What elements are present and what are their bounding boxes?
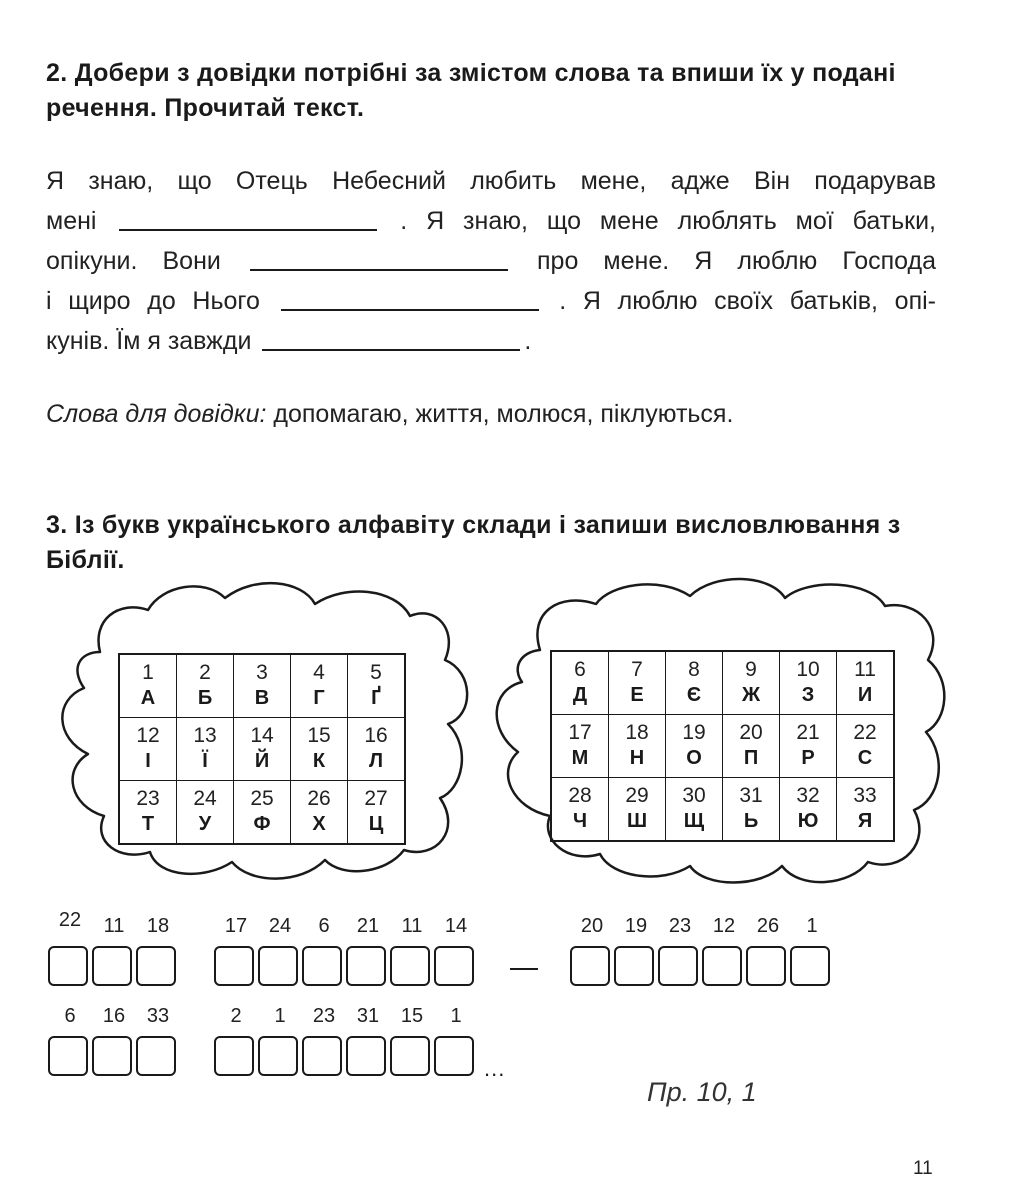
letter-number: 14 bbox=[250, 724, 274, 747]
letter-number: 33 bbox=[853, 784, 877, 807]
letter-number: 25 bbox=[250, 787, 274, 810]
letter-cell bbox=[348, 718, 406, 781]
grid-row bbox=[551, 715, 894, 778]
letter-char: Ф bbox=[253, 813, 271, 835]
letter-answer-box[interactable] bbox=[48, 1036, 88, 1076]
letter-cell bbox=[837, 715, 895, 778]
letter-cell bbox=[348, 781, 406, 845]
letter-answer-box[interactable] bbox=[302, 1036, 342, 1076]
letter-answer-box[interactable] bbox=[790, 946, 830, 986]
letter-char: Ґ bbox=[371, 687, 381, 709]
task-2-text bbox=[46, 161, 936, 361]
text-fragment: опікуни. Вони bbox=[46, 247, 221, 275]
letter-char: К bbox=[312, 750, 326, 772]
letter-number: 21 bbox=[796, 721, 820, 744]
letter-char: З bbox=[801, 684, 815, 706]
text-line bbox=[46, 281, 936, 321]
grid-row bbox=[119, 654, 405, 718]
letter-code: 17 bbox=[224, 915, 248, 937]
letter-answer-box[interactable] bbox=[390, 946, 430, 986]
letter-code: 1 bbox=[806, 915, 818, 937]
text-line bbox=[46, 321, 936, 361]
letter-char: Й bbox=[254, 750, 270, 772]
bible-citation: Пр. 10, 1 bbox=[647, 1077, 757, 1107]
letter-cell bbox=[234, 781, 291, 845]
letter-code: 19 bbox=[624, 915, 648, 937]
letter-answer-box[interactable] bbox=[214, 946, 254, 986]
dash-separator bbox=[510, 968, 538, 970]
letter-cell bbox=[723, 651, 780, 715]
letter-char: О bbox=[686, 747, 702, 769]
letter-cell bbox=[609, 715, 666, 778]
letter-char: Ц bbox=[368, 813, 384, 835]
letter-char: Є bbox=[686, 684, 702, 706]
letter-code: 11 bbox=[103, 915, 125, 937]
letter-char: А bbox=[140, 687, 156, 709]
letter-code: 24 bbox=[268, 915, 292, 937]
text-line bbox=[46, 161, 936, 201]
letter-cell bbox=[723, 778, 780, 842]
alphabet-grid-right bbox=[550, 650, 895, 842]
letter-answer-box[interactable] bbox=[570, 946, 610, 986]
reference-list: допомагаю, життя, молюся, піклуються. bbox=[273, 400, 734, 428]
letter-cell bbox=[780, 715, 837, 778]
letter-answer-box[interactable] bbox=[346, 946, 386, 986]
letter-code: 26 bbox=[756, 915, 780, 937]
text-fragment: і щиро до Нього bbox=[46, 287, 260, 315]
letter-cell bbox=[551, 778, 609, 842]
letter-code: 6 bbox=[318, 915, 330, 937]
text-fragment: . Я знаю, що мене люблять мої батьки, bbox=[400, 207, 937, 235]
letter-number: 30 bbox=[682, 784, 706, 807]
grid-row bbox=[551, 778, 894, 842]
grid-row bbox=[119, 718, 405, 781]
letter-char: Р bbox=[801, 747, 815, 769]
letter-answer-box[interactable] bbox=[346, 1036, 386, 1076]
letter-char: Н bbox=[629, 747, 645, 769]
letter-cell bbox=[723, 715, 780, 778]
letter-cell bbox=[177, 718, 234, 781]
text-fragment: мені bbox=[46, 207, 97, 235]
letter-code: 22 bbox=[58, 909, 82, 931]
letter-cell bbox=[119, 718, 177, 781]
letter-cell bbox=[837, 651, 895, 715]
letter-number: 6 bbox=[574, 658, 586, 681]
letter-answer-box[interactable] bbox=[702, 946, 742, 986]
letter-answer-box[interactable] bbox=[302, 946, 342, 986]
letter-code: 12 bbox=[712, 915, 736, 937]
letter-number: 24 bbox=[193, 787, 217, 810]
letter-number: 32 bbox=[796, 784, 820, 807]
letter-code: 16 bbox=[102, 1005, 126, 1027]
letter-cell bbox=[609, 651, 666, 715]
letter-code: 23 bbox=[312, 1005, 336, 1027]
letter-char: С bbox=[857, 747, 873, 769]
letter-char: У bbox=[198, 813, 212, 835]
letter-number: 3 bbox=[256, 661, 268, 684]
letter-number: 12 bbox=[136, 724, 160, 747]
letter-answer-box[interactable] bbox=[434, 1036, 474, 1076]
letter-cell bbox=[119, 654, 177, 718]
letter-code: 6 bbox=[64, 1005, 76, 1027]
letter-code: 1 bbox=[450, 1005, 462, 1027]
letter-char: Щ bbox=[683, 810, 705, 832]
letter-answer-box[interactable] bbox=[658, 946, 698, 986]
letter-cell bbox=[177, 654, 234, 718]
letter-char: Г bbox=[313, 687, 325, 709]
letter-char: Ь bbox=[743, 810, 759, 832]
task-2-title: 2. Добери з довідки потрібні за змістом слова та впиши їх у подані речення. Прочитай текст. bbox=[46, 59, 896, 122]
letter-char: М bbox=[571, 747, 589, 769]
letter-char: Ш bbox=[626, 810, 648, 832]
letter-cell bbox=[291, 718, 348, 781]
letter-number: 10 bbox=[796, 658, 820, 681]
letter-cell bbox=[291, 781, 348, 845]
letter-cell bbox=[666, 715, 723, 778]
letter-cell bbox=[837, 778, 895, 842]
text-fragment: . Я люблю своїх батьків, опі- bbox=[559, 287, 936, 315]
text-fragment: Я знаю, що Отець Небесний любить мене, адже Він подарував bbox=[46, 167, 936, 195]
letter-char: Ї bbox=[202, 750, 208, 772]
grid-row bbox=[119, 781, 405, 845]
letter-code: 15 bbox=[400, 1005, 424, 1027]
letter-number: 17 bbox=[568, 721, 592, 744]
letter-cell bbox=[348, 654, 406, 718]
text-line bbox=[46, 241, 936, 281]
letter-answer-box[interactable] bbox=[214, 1036, 254, 1076]
letter-code: 31 bbox=[356, 1005, 380, 1027]
letter-cell bbox=[234, 718, 291, 781]
letter-code: 21 bbox=[356, 915, 380, 937]
grid-row bbox=[551, 651, 894, 715]
letter-cell bbox=[551, 715, 609, 778]
letter-answer-box[interactable] bbox=[390, 1036, 430, 1076]
alphabet-grid-left bbox=[118, 653, 406, 845]
letter-char: Ж bbox=[741, 684, 761, 706]
letter-answer-box[interactable] bbox=[434, 946, 474, 986]
letter-number: 13 bbox=[193, 724, 217, 747]
letter-cell bbox=[119, 781, 177, 845]
letter-number: 9 bbox=[745, 658, 757, 681]
letter-answer-box[interactable] bbox=[48, 946, 88, 986]
letter-cell bbox=[177, 781, 234, 845]
letter-cell bbox=[780, 778, 837, 842]
letter-number: 7 bbox=[631, 658, 643, 681]
letter-code: 2 bbox=[230, 1005, 242, 1027]
letter-answer-box[interactable] bbox=[136, 1036, 176, 1076]
letter-number: 11 bbox=[854, 658, 876, 681]
answer-blank[interactable] bbox=[119, 207, 377, 231]
reference-words bbox=[46, 400, 733, 429]
letter-char: Е bbox=[630, 684, 644, 706]
letter-answer-box[interactable] bbox=[92, 946, 132, 986]
letter-char: Т bbox=[141, 813, 155, 835]
letter-code: 23 bbox=[668, 915, 692, 937]
letter-cell bbox=[291, 654, 348, 718]
letter-cell bbox=[234, 654, 291, 718]
letter-number: 2 bbox=[199, 661, 211, 684]
letter-char: Я bbox=[857, 810, 873, 832]
letter-number: 28 bbox=[568, 784, 592, 807]
letter-number: 8 bbox=[688, 658, 700, 681]
letter-cell bbox=[666, 778, 723, 842]
answer-blank[interactable] bbox=[262, 327, 520, 351]
text-fragment: . bbox=[524, 327, 532, 355]
letter-answer-box[interactable] bbox=[258, 1036, 298, 1076]
letter-number: 5 bbox=[370, 661, 382, 684]
text-fragment: про мене. Я люблю Господа bbox=[537, 247, 936, 275]
letter-code: 14 bbox=[444, 915, 468, 937]
letter-cell bbox=[609, 778, 666, 842]
letter-number: 1 bbox=[142, 661, 154, 684]
letter-char: Д bbox=[572, 684, 588, 706]
letter-code: 33 bbox=[146, 1005, 170, 1027]
letter-answer-box[interactable] bbox=[258, 946, 298, 986]
letter-answer-box[interactable] bbox=[746, 946, 786, 986]
reference-label: Слова для довідки: bbox=[46, 400, 267, 428]
letter-number: 15 bbox=[307, 724, 331, 747]
letter-number: 26 bbox=[307, 787, 331, 810]
letter-code: 18 bbox=[146, 915, 170, 937]
letter-char: Х bbox=[312, 813, 326, 835]
letter-number: 18 bbox=[625, 721, 649, 744]
letter-char: Б bbox=[197, 687, 213, 709]
page-number: 11 bbox=[913, 1158, 933, 1179]
letter-char: И bbox=[857, 684, 873, 706]
letter-char: П bbox=[743, 747, 759, 769]
letter-number: 4 bbox=[313, 661, 325, 684]
letter-char: Ч bbox=[572, 810, 588, 832]
letter-char: Л bbox=[368, 750, 384, 772]
letter-number: 31 bbox=[739, 784, 763, 807]
letter-cell bbox=[780, 651, 837, 715]
letter-cell bbox=[666, 651, 723, 715]
letter-char: Ю bbox=[797, 810, 819, 832]
letter-number: 29 bbox=[625, 784, 649, 807]
letter-number: 16 bbox=[364, 724, 388, 747]
text-line bbox=[46, 201, 936, 241]
letter-number: 23 bbox=[136, 787, 160, 810]
text-fragment: кунів. Їм я завжди bbox=[46, 327, 252, 355]
letter-answer-box[interactable] bbox=[92, 1036, 132, 1076]
letter-code: 11 bbox=[401, 915, 423, 937]
letter-number: 20 bbox=[739, 721, 763, 744]
letter-number: 22 bbox=[853, 721, 877, 744]
letter-code: 1 bbox=[274, 1005, 286, 1027]
letter-cell bbox=[551, 651, 609, 715]
letter-number: 27 bbox=[364, 787, 388, 810]
task-3-title: 3. Із букв українського алфавіту склади і запиши висловлювання з Біблії. bbox=[46, 511, 901, 574]
letter-char: В bbox=[254, 687, 270, 709]
answer-blank[interactable] bbox=[281, 287, 539, 311]
answer-blank[interactable] bbox=[250, 247, 508, 271]
letter-char: І bbox=[145, 750, 151, 772]
ellipsis: ... bbox=[484, 1056, 506, 1081]
letter-answer-box[interactable] bbox=[136, 946, 176, 986]
letter-answer-box[interactable] bbox=[614, 946, 654, 986]
letter-code: 20 bbox=[580, 915, 604, 937]
letter-number: 19 bbox=[682, 721, 706, 744]
